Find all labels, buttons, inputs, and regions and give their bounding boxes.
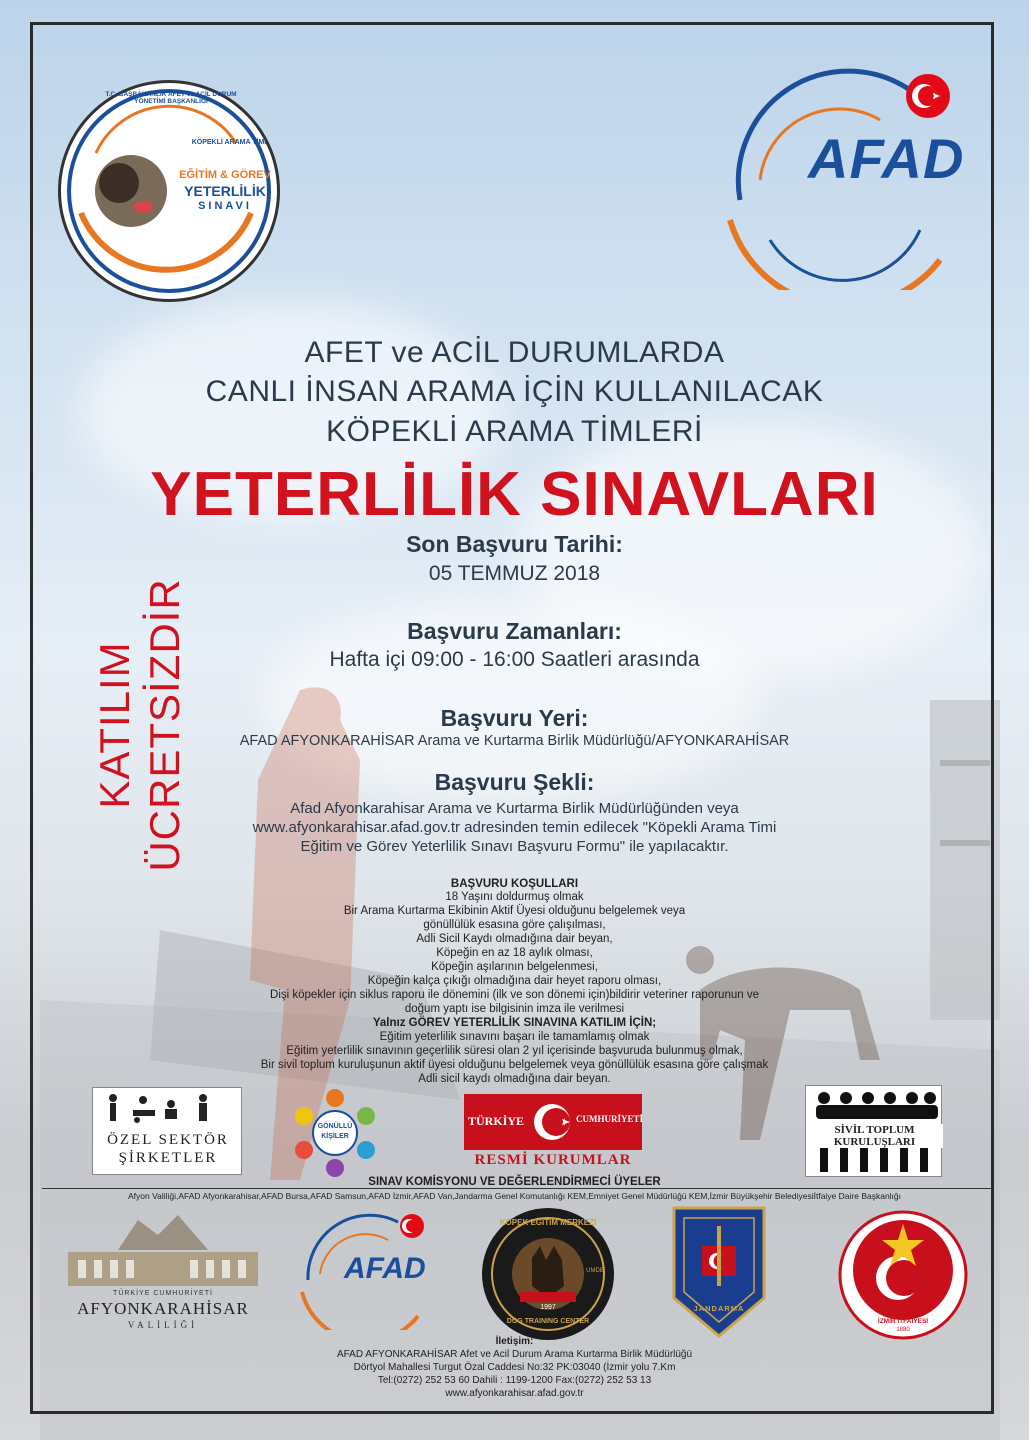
dog-center-side: UMDB — [586, 1268, 604, 1274]
valilik-line2: AFYONKARAHİSAR — [77, 1299, 249, 1318]
times-label: Başvuru Zamanları: — [407, 618, 622, 644]
afad-logo — [700, 60, 990, 290]
jandarma-text: JANDARMA — [693, 1304, 745, 1313]
exam-badge-logo — [58, 80, 280, 302]
contact-line: AFAD AFYONKARAHİSAR Afet ve Acil Durum Arama Kurtarma Birlik Müdürlüğü — [336, 1349, 693, 1360]
method-line: www.afyonkarahisar.afad.gov.tr adresinden temin edilecek "Köpekli Arama Timi — [252, 819, 777, 836]
condition-line: gönüllülük esasına göre çalışılması, — [423, 919, 606, 931]
volunteer-line1: GÖNÜLLÜ — [317, 1123, 353, 1130]
method-label: Başvuru Şekli: — [434, 769, 595, 795]
committee-members: Afyon Valiliği,AFAD Afyonkarahisar,AFAD Bursa,AFAD Samsun,AFAD İzmir,AFAD Van,Jandarma Genel Komutanlığı KEM,Emniyet Genel Müdürlüğü KEM,İzmir Büyükşehir Belediyesiİtfaiye Daire Başkanlığı — [127, 1191, 902, 1201]
official-label: RESMİ KURUMLAR — [474, 1152, 632, 1168]
official-banner-left: TÜRKİYE — [468, 1114, 525, 1128]
dog-center-top: KÖPEK EĞİTİM MERKEZİ — [499, 1218, 597, 1227]
deadline-value: 05 TEMMUZ 2018 — [428, 562, 601, 585]
gorev-line: Eğitim yeterlilik sınavının geçerlilik süresi olan 2 yıl içerisinde başvuruda bulunmuş olmak, — [286, 1045, 743, 1057]
badge-line1: EĞİTİM & GÖREV — [179, 169, 271, 181]
volunteer-logo — [288, 1086, 382, 1180]
free-participation-text: KATILIM ÜCRETSİZDİR — [91, 578, 188, 872]
dog-center-year: 1997 — [540, 1304, 556, 1311]
condition-line: Köpeğin aşılarının belgelenmesi, — [431, 961, 598, 973]
valilik-line3: VALİLİĞİ — [127, 1320, 199, 1330]
gorev-line: Adli sicil kaydı olmadığına dair beyan. — [418, 1073, 611, 1085]
afad-logo-small — [288, 1210, 440, 1330]
afad-small-text: AFAD — [344, 1252, 426, 1285]
private-sector-line2: ŞİRKETLER — [118, 1150, 218, 1166]
condition-line: doğum yaptı ise bilgisinin imza ile verilmesi — [404, 1003, 625, 1015]
jandarma-logo — [672, 1206, 766, 1340]
method-line: Afad Afyonkarahisar Arama ve Kurtarma Birlik Müdürlüğünden veya — [290, 800, 739, 817]
gorev-line: Bir sivil toplum kuruluşunun aktif üyesi olduğunu belgelemek veya gönüllülük esasına göre çalışmak — [260, 1059, 769, 1071]
heading-line1: AFET ve ACİL DURUMLARDA — [304, 336, 725, 369]
private-sector-line1: ÖZEL SEKTÖR — [107, 1132, 229, 1148]
condition-line: Köpeğin kalça çıkığı olmadığına dair heyet raporu olması, — [367, 975, 662, 987]
ngo-logo — [805, 1085, 942, 1177]
condition-line: Adli Sicil Kaydı olmadığına dair beyan, — [416, 933, 613, 945]
izmir-itfaiyesi-logo — [838, 1210, 968, 1340]
times-value: Hafta içi 09:00 - 16:00 Saatleri arasında — [329, 648, 700, 671]
method-line: Eğitim ve Görev Yeterlilik Sınavı Başvuru Formu" ile yapılacaktır. — [300, 838, 729, 855]
itfaiye-text: İZMİR İTFAİYESİ — [877, 1318, 929, 1325]
contact-line: Dörtyol Mahallesi Turgut Özal Caddesi No:32 PK:03040 (İzmir yolu 7.Km — [353, 1362, 676, 1373]
deadline-label: Son Başvuru Tarihi: — [406, 531, 623, 557]
official-institutions-logo — [464, 1094, 642, 1168]
contact-line: Tel:(0272) 252 53 60 Dahili : 1199-1200 Fax:(0272) 252 53 13 — [377, 1375, 652, 1386]
place-label: Başvuru Yeri: — [440, 705, 589, 731]
official-banner-right: CUMHURİYETİ — [576, 1114, 644, 1124]
ngo-label: SİVİL TOPLUM KURULUŞLARI — [806, 1124, 943, 1148]
gorev-line: Eğitim yeterlilik sınavını başarı ile tamamlamış olmak — [379, 1031, 650, 1043]
crescent-star-icon — [524, 1094, 584, 1150]
place-value: AFAD AFYONKARAHİSAR Arama ve Kurtarma Birlik Müdürlüğü/AFYONKARAHİSAR — [239, 733, 790, 749]
divider — [42, 1188, 992, 1189]
condition-line: Bir Arama Kurtarma Ekibinin Aktif Üyesi olduğunu belgelemek veya — [343, 905, 686, 917]
heading-line3: KÖPEKLİ ARAMA TİMLERİ — [326, 415, 703, 448]
condition-line: Dişi köpekler için siklus raporu ile dönemini (ilk ve son dönemi için)bildirir veteriner raporunun ve — [270, 989, 759, 1001]
valilik-line1: TÜRKİYE CUMHURİYETİ — [113, 1290, 213, 1297]
badge-line3: SINAVI — [198, 200, 252, 212]
badge-ring-top: T.C. BAŞBAKANLIK AFET ve ACİL DURUM YÖNETİMİ BAŞKANLIĞI — [105, 91, 237, 105]
committee-title: SINAV KOMİSYONU VE DEĞERLENDİRMECİ ÜYELER — [368, 1176, 661, 1188]
itfaiye-year: 1880 — [896, 1327, 910, 1333]
page-title: YETERLİLİK SINAVLARI — [150, 460, 879, 529]
dog-center-bottom: DOG TRAINING CENTER — [506, 1318, 590, 1325]
afyonkarahisar-valiligi-logo — [58, 1210, 268, 1335]
afad-logo-text: AFAD — [808, 127, 965, 190]
private-sector-logo — [92, 1087, 242, 1175]
dog-training-center-logo — [480, 1206, 616, 1342]
contact-website[interactable]: www.afyonkarahisar.afad.gov.tr — [445, 1388, 584, 1399]
volunteer-line2: KİŞİLER — [321, 1133, 349, 1140]
gorev-title: Yalnız GÖREV YETERLİLİK SINAVINA KATILIM İÇİN; — [372, 1017, 657, 1029]
condition-line: 18 Yaşını doldurmuş olmak — [445, 891, 584, 903]
contact-title: İletişim: — [495, 1336, 534, 1347]
condition-line: Köpeğin en az 18 aylık olması, — [436, 947, 593, 959]
badge-line2: YETERLİLİK — [184, 183, 266, 199]
badge-ring-right: KÖPEKLİ ARAMA TİMİ — [191, 139, 267, 146]
conditions-title: BAŞVURU KOŞULLARI — [450, 878, 579, 890]
heading-line2: CANLI İNSAN ARAMA İÇİN KULLANILACAK — [205, 375, 824, 408]
